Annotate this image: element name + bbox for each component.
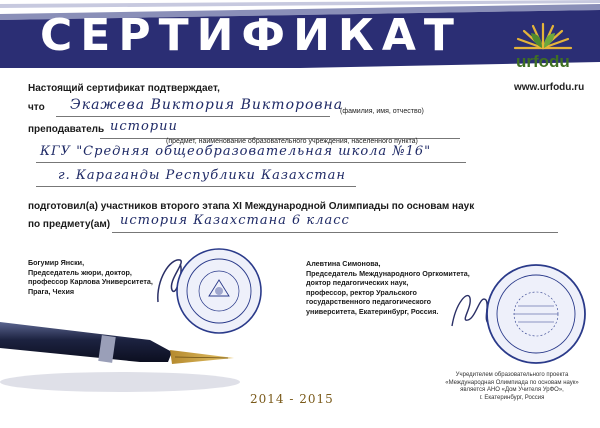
- subject-value: история Казахстана 6 класс: [120, 213, 350, 228]
- institution-hint: (предмет, наименование образовательного учреждения, населенного пункта): [166, 138, 418, 145]
- signer-right-line: университета, Екатеринбург, Россия.: [306, 306, 439, 316]
- institution-line-1: КГУ "Средняя общеобразовательная школа №16": [40, 144, 432, 159]
- prepared-text: подготовил(а) участников второго этапа XI Международной Олимпиады по основам наук: [28, 201, 475, 212]
- signer-left-line: Председатель жюри, доктор,: [28, 267, 132, 277]
- signer-left-line: Прага, Чехия: [28, 286, 75, 296]
- jury-chair-signature-block: [28, 258, 153, 296]
- signer-left-line: профессор Карлова Университета,: [28, 277, 153, 286]
- website-link[interactable]: www.urfodu.ru: [514, 82, 585, 93]
- logo-wordmark: urfodu: [516, 52, 570, 71]
- founder-note-line: г. Екатеринбург, Россия: [479, 394, 545, 401]
- signer-right-line: государственного педагогического: [306, 297, 432, 306]
- student-name: Экажева Виктория Викторовна: [70, 97, 344, 113]
- fountain-pen-icon: [0, 300, 260, 400]
- founder-note: [432, 372, 592, 402]
- subject-label: по предмету(ам): [28, 219, 111, 230]
- founder-note-line: «Международная Олимпиада по основам наук»: [445, 379, 579, 386]
- university-seal-icon: [484, 262, 588, 366]
- institution-line-2: г. Караганды Республики Казахстан: [58, 168, 346, 183]
- academic-years: 2014 - 2015: [250, 392, 334, 406]
- signer-left-line: Богумир Янски,: [28, 258, 85, 267]
- intro-text: Настоящий сертификат подтверждает,: [28, 83, 220, 94]
- signer-right-line: доктор педагогических наук,: [306, 278, 409, 287]
- signer-right-line: профессор, ректор Уральского: [306, 287, 417, 297]
- that-label: что: [28, 102, 45, 113]
- signer-right-line: Председатель Международного Оргкомитета,: [306, 268, 470, 278]
- name-hint: (фамилия, имя, отчество): [340, 108, 424, 115]
- signer-right-line: Алевтина Симонова,: [306, 259, 381, 268]
- teacher-subject: истории: [110, 119, 178, 134]
- teacher-label: преподаватель: [28, 124, 105, 135]
- founder-note-line: является АНО «Дом Учителя УрФО»,: [460, 387, 564, 394]
- certificate-title: СЕРТИФИКАТ: [40, 10, 462, 61]
- founder-note-line: Учредителем образовательного проекта: [455, 372, 569, 378]
